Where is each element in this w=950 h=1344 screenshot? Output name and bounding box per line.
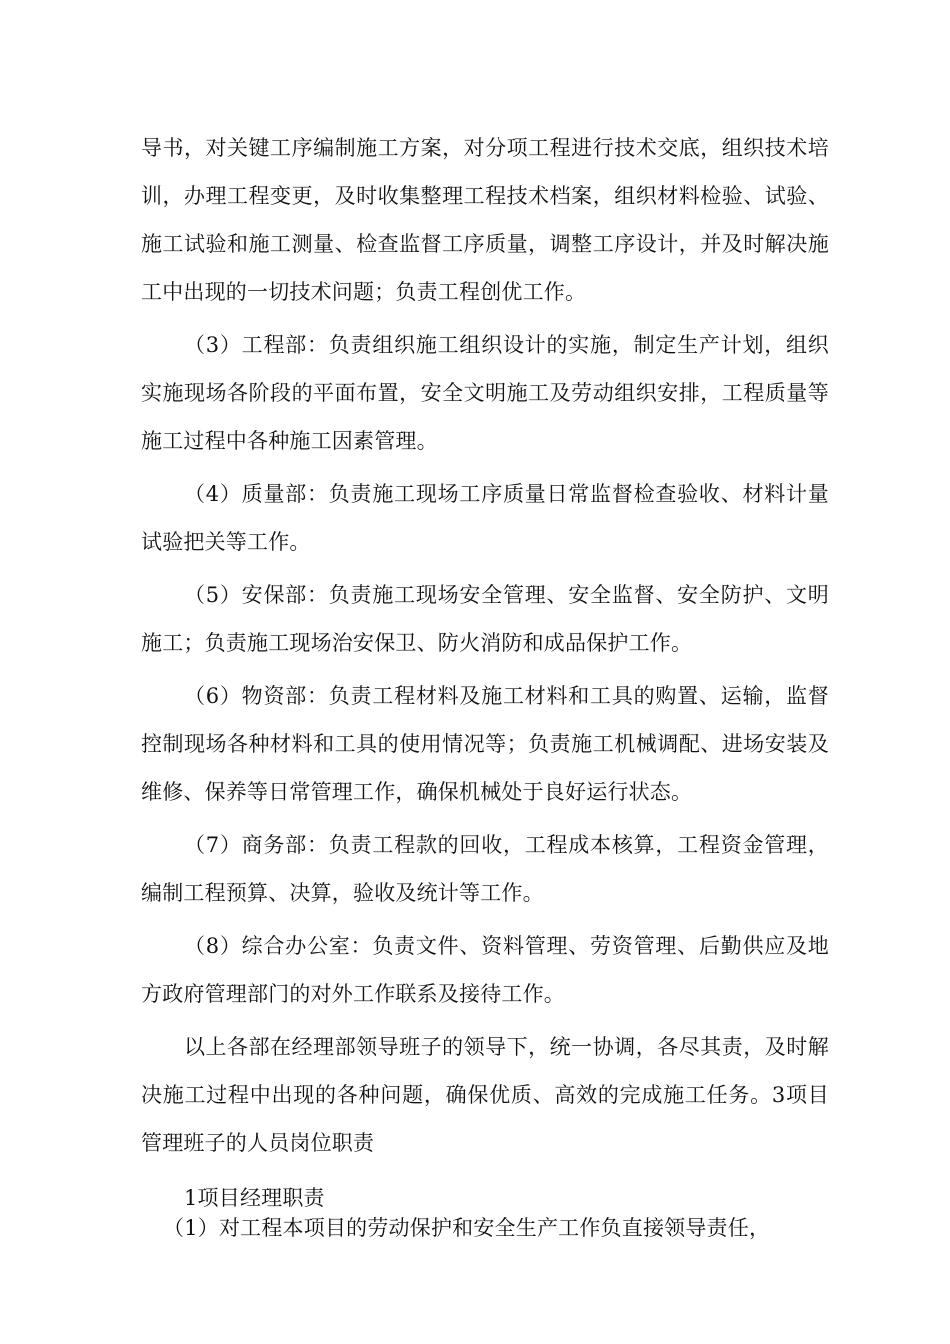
- paragraph-engineering-dept: （3）工程部：负责组织施工组织设计的实施，制定生产计划，组织实施现场各阶段的平面布置，安全文明施工及劳动组织安排，工程质量等施工过程中各种施工因素管理。: [141, 333, 829, 453]
- paragraph-safety-dept: （5）安保部：负责施工现场安全管理、安全监督、安全防护、文明施工；负责施工现场治安保卫、防火消防和成品保护工作。: [141, 583, 829, 655]
- paragraph-materials-dept: （6）物资部：负责工程材料及施工材料和工具的购置、运输，监督控制现场各种材料和工具的使用情况等；负责施工机械调配、进场安装及维修、保养等日常管理工作，确保机械处于良好运行状态。: [141, 684, 829, 804]
- paragraph-summary: 以上各部在经理部领导班子的领导下，统一协调，各尽其责，及时解决施工过程中出现的各种问题，确保优质、高效的完成施工任务。3项目管理班子的人员岗位职责: [141, 1035, 829, 1155]
- paragraph-pm-duty-1: （1）对工程本项目的劳动保护和安全生产工作负直接领导责任，: [163, 1216, 771, 1240]
- paragraph-business-dept: （7）商务部：负责工程款的回收，工程成本核算，工程资金管理，编制工程预算、决算，验收及统计等工作。: [141, 833, 829, 905]
- paragraph-technical-duties: 导书，对关键工序编制施工方案，对分项工程进行技术交底，组织技术培训，办理工程变更，及时收集整理工程技术档案，组织材料检验、试验、施工试验和施工测量、检查监督工序质量，调整工序设计，并及时解决施工中出现的一切技术问题；负责工程创优工作。: [141, 136, 829, 304]
- section-heading-pm-duties: 1项目经理职责: [184, 1186, 325, 1210]
- paragraph-general-office: （8）综合办公室：负责文件、资料管理、劳资管理、后勤供应及地方政府管理部门的对外工作联系及接待工作。: [141, 934, 829, 1006]
- document-body: [141, 124, 829, 1243]
- paragraph-quality-dept: （4）质量部：负责施工现场工序质量日常监督检查验收、材料计量试验把关等工作。: [141, 482, 829, 554]
